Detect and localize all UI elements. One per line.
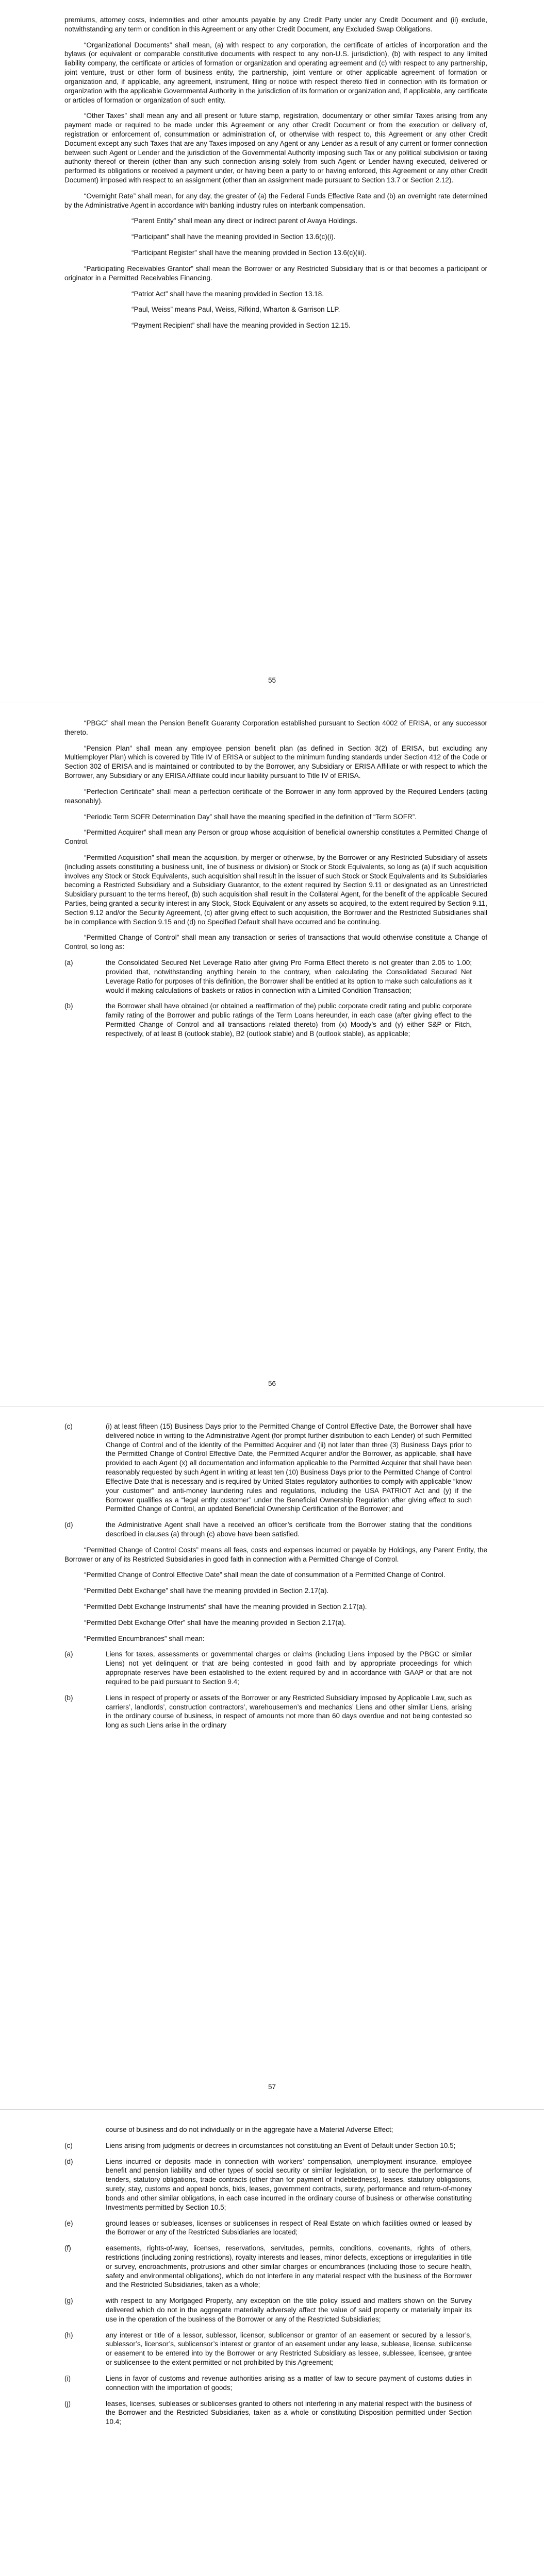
list-item-label: (b) <box>64 1693 73 1702</box>
list-item <box>64 1002 487 1038</box>
list-item-label: (h) <box>64 2331 73 2339</box>
list-item <box>64 2374 487 2393</box>
definition-paragraph: “PBGC” shall mean the Pension Benefit Guaranty Corporation established pursuant to Section 4002 of ERISA, or any successor thereto. <box>64 719 487 736</box>
list-item-text: easements, rights-of-way, licenses, reservations, servitudes, permits, conditions, covenants, rights of others, restrictions (including zoning restrictions), royalty interests and leases, minor defects, exceptions or irregularities in title or survey, encroachments, protrusions and other similar charges or encumbrances (including those to secure health, safety and environmental obligations), which do not interfere in any material respect with the business of the Borrower and the Restricted Subsidiaries, taken as a whole; <box>106 2244 472 2289</box>
list-item <box>64 1650 487 1686</box>
definition-paragraph: “Overnight Rate” shall mean, for any day, the greater of (a) the Federal Funds Effective Rate and (b) an overnight rate determined by the Administrative Agent in accordance with banking industry rules on interbank compensation. <box>64 192 487 209</box>
list-item <box>64 2219 487 2238</box>
definition-paragraph: “Other Taxes” shall mean any and all present or future stamp, registration, documentary or other similar Taxes arising from any payment made or required to be made under this Agreement or any other Credit Document or from the execution or delivery of, registration or enforcement of, consummation or administration of, or otherwise with respect to, this Agreement or any other Credit Document except any such Taxes that are any Taxes imposed on any Agent or any Lender as a result of any current or former connection between such Agent or Lender and the jurisdiction of the Governmental Authority imposing such Tax or any political subdivision or taxing authority thereof or therein (other than any such connection arising solely from such Agent or Lender having executed, delivered or performed its obligations or received a payment under, or having been a party to or having enforced, this Agreement or any other Credit Document) imposed with respect to an assignment (other than an assignment made pursuant to Section 13.7 or Section 2.12). <box>64 112 487 184</box>
list-item <box>64 1422 487 1514</box>
list-item-text: leases, licenses, subleases or sublicenses granted to others not interfering in any material respect with the business of the Borrower and the Restricted Subsidiaries, taken as a whole or constituting Disposition permitted under Section 10.4; <box>106 2399 472 2426</box>
list-item-text: the Consolidated Secured Net Leverage Ratio after giving Pro Forma Effect thereto is not greater than 2.05 to 1.00; provided that, notwithstanding anything herein to the contrary, when calculating the Consolidated Secured Net Leverage Ratio for purposes of this definition, the Borrower shall be entitled at its option to make such calculations as it would if making calculations of baskets or ratios in connection with a Limited Condition Transaction; <box>106 959 472 994</box>
list-item <box>64 2399 487 2427</box>
list-item-label: (i) <box>64 2374 71 2382</box>
page-number: 56 <box>268 1380 276 1387</box>
definition-paragraph: “Permitted Debt Exchange” shall have the meaning provided in Section 2.17(a). <box>84 1587 329 1595</box>
list-item-text: any interest or title of a lessor, sublessor, licensor, sublicensor or grantor of an easement or secured by a lessor’s, sublessor’s, licensor’s, sublicensor’s interest or grantor of an easement under any lease, sublease, license, sublicense or easement to be entered into by the Borrower or any Restricted Subsidiary as lessee, sublessee, licensee, grantee or sublicensee to the extent permitted or not prohibited by this Agreement; <box>106 2331 472 2367</box>
list-item-label: (d) <box>64 1521 73 1529</box>
definition-paragraph: “Parent Entity” shall mean any direct or indirect parent of Avaya Holdings. <box>131 217 357 225</box>
document-page-58 <box>0 2110 544 2576</box>
definition-paragraph: premiums, attorney costs, indemnities and other amounts payable by any Credit Party under any Credit Document and (ii) exclude, notwithstanding any term or condition in this Agreement or any other Credit Document, any Excluded Swap Obligations. <box>64 16 487 33</box>
list-item-label: (b) <box>64 1002 73 1010</box>
list-item-text: with respect to any Mortgaged Property, any exception on the title policy issued and matters shown on the Survey delivered which do not in the aggregate materially adversely affect the value of said property or materially impair its use in the operation of the business of the Borrower or any of the Restricted Subsidiaries; <box>106 2297 472 2323</box>
list-item-text: course of business and do not individually or in the aggregate have a Material Adverse Effect; <box>106 2126 393 2133</box>
definition-paragraph: “Organizational Documents” shall mean, (a) with respect to any corporation, the certificate of articles of incorporation and the bylaws (or equivalent or comparable constitutive documents with respect to any non-U.S. jurisdiction), (b) with respect to any limited liability company, the certificate or articles of formation or organization and operating agreement and (c) with respect to any partnership, joint venture, trust or other form of business entity, the partnership, joint venture or other applicable agreement of formation or organization and, if applicable, any agreement, instrument, filing or notice with respect thereto filed in connection with its formation or organization with the applicable Governmental Authority in the jurisdiction of its formation or organization and, if applicable, any certificate or articles of formation or organization of such entity. <box>64 41 487 104</box>
list-item-label: (g) <box>64 2297 73 2305</box>
page-55-body <box>64 15 487 330</box>
definition-paragraph: “Permitted Debt Exchange Offer” shall have the meaning provided in Section 2.17(a). <box>84 1618 346 1626</box>
definition-paragraph: “Payment Recipient” shall have the meaning provided in Section 12.15. <box>131 321 351 330</box>
definition-paragraph: “Permitted Encumbrances” shall mean: <box>84 1634 205 1642</box>
document-page-57 <box>0 1406 544 2110</box>
list-item <box>64 1520 487 1539</box>
list-item <box>64 2331 487 2367</box>
list-item <box>64 2125 487 2134</box>
document-page-56 <box>0 703 544 1406</box>
list-item-label: (c) <box>64 2141 73 2149</box>
list-item-text: the Borrower shall have obtained (or obtained a reaffirmation of the) public corporate credit rating and public corporate family rating of the Borrower and public ratings of the Term Loans hereunder, in each case (after giving effect to the Permitted Change of Control and all transactions related thereto) from (x) Moody’s and (y) either S&P or Fitch, respectively, of at least B (outlook stable), B2 (outlook stable) and B (outlook stable), as applicable; <box>106 1002 472 1038</box>
list-item-label: (f) <box>64 2244 71 2252</box>
list-item <box>64 2296 487 2324</box>
definition-paragraph: “Perfection Certificate” shall mean a perfection certificate of the Borrower in any form approved by the Required Lenders (acting reasonably). <box>64 787 487 805</box>
list-item-label: (a) <box>64 1650 73 1658</box>
definition-paragraph: “Patriot Act” shall have the meaning provided in Section 13.18. <box>131 290 324 298</box>
definition-paragraph: “Paul, Weiss” means Paul, Weiss, Rifkind, Wharton & Garrison LLP. <box>131 306 340 314</box>
list-item <box>64 958 487 995</box>
definition-paragraph: “Permitted Change of Control” shall mean any transaction or series of transactions that would otherwise constitute a Change of Control, so long as: <box>64 934 487 951</box>
list-item-text: Liens in favor of customs and revenue authorities arising as a matter of law to secure payment of customs duties in connection with the importation of goods; <box>106 2374 472 2392</box>
list-item-label: (e) <box>64 2219 73 2227</box>
list-item-label: (j) <box>64 2399 71 2408</box>
definition-paragraph: “Permitted Acquisition” shall mean the acquisition, by merger or otherwise, by the Borrower or any Restricted Subsidiary of assets (including assets constituting a business unit, line of business or division) or Stock or Stock Equivalents, so long as (a) if such acquisition involves any Stock or Stock Equivalents, such acquisition shall result in the issuer of such Stock or Stock Equivalents and its Subsidiaries becoming a Restricted Subsidiary and a Subsidiary Guarantor, to the extent required by Section 9.11 or designated as an Unrestricted Subsidiary pursuant to the terms hereof, (b) such acquisition shall result in the Collateral Agent, for the benefit of the applicable Secured Parties, being granted a security interest in any Stock, Stock Equivalent or any assets so acquired, to the extent required by Section 9.11, Section 9.12 and/or the Security Agreement, (c) after giving effect to such acquisition, the Borrower and the Restricted Subsidiaries shall be in compliance with Section 9.15 and (d) no Specified Default shall have occurred and be continuing. <box>64 853 487 926</box>
list-item-text: Liens in respect of property or assets of the Borrower or any Restricted Subsidiary imposed by Applicable Law, such as carriers’, landlords’, construction contractors’, warehousemen’s and mechanics’ Liens and other similar Liens, arising in the ordinary course of business, in respect of amounts not more than 60 days overdue and not being contested so long as such Liens arise in the ordinary <box>106 1693 472 1730</box>
document-page-55 <box>0 0 544 703</box>
page-56-body <box>64 719 487 1039</box>
list-item-label: (a) <box>64 959 73 967</box>
list-item-text: the Administrative Agent shall have a received an officer’s certificate from the Borrower stating that the conditions described in clauses (a) through (c) above have been satisfied. <box>106 1521 472 1538</box>
list-item-text: (i) at least fifteen (15) Business Days prior to the Permitted Change of Control Effective Date, the Borrower shall have delivered notice in writing to the Administrative Agent (for prompt further distribution to each Lender) of such Permitted Change of Control and of the identity of the Permitted Acquirer and (ii) not later than three (3) Business Days prior to the Permitted Change of Control Effective Date, the Permitted Acquirer and/or the Borrower, as applicable, shall have provided to each Agent (x) all documentation and information applicable to the Permitted Acquirer that shall have been reasonably requested by such Agent in writing at least ten (10) Business Days prior to the Permitted Change of Control Effective Date that is necessary and is required by United States regulatory authorities to comply with applicable “know your customer” and anti-money laundering rules and regulations, including the USA PATRIOT Act and (y) if the Borrower qualifies as a “legal entity customer” under the Beneficial Ownership Regulation after giving effect to such Permitted Change of Control, an updated Beneficial Ownership Certification of the Borrower; and <box>106 1422 472 1513</box>
list-item-text: ground leases or subleases, licenses or sublicenses in respect of Real Estate on which facilities owned or leased by the Borrower or any of the Restricted Subsidiaries are located; <box>106 2219 472 2236</box>
definition-paragraph: “Permitted Debt Exchange Instruments” shall have the meaning provided in Section 2.17(a). <box>84 1603 367 1611</box>
page-number: 57 <box>268 2083 276 2091</box>
list-item-text: Liens for taxes, assessments or governmental charges or claims (including Liens imposed by the PBGC or similar Liens) not yet delinquent or that are being contested in good faith and by appropriate proceedings for which appropriate reserves have been established to the extent required by and in accordance with GAAP or that are not required to be paid pursuant to Section 9.4; <box>106 1650 472 1686</box>
definition-paragraph: “Participant” shall have the meaning provided in Section 13.6(c)(i). <box>131 233 336 241</box>
definition-paragraph: “Participating Receivables Grantor” shall mean the Borrower or any Restricted Subsidiary that is or that becomes a participant or originator in a Permitted Receivables Financing. <box>64 264 487 282</box>
list-item-text: Liens arising from judgments or decrees in circumstances not constituting an Event of Default under Section 10.5; <box>106 2141 456 2149</box>
page-58-body <box>64 2125 487 2427</box>
definition-paragraph: “Participant Register” shall have the meaning provided in Section 13.6(c)(iii). <box>131 249 367 257</box>
list-item <box>64 1693 487 1730</box>
list-item-label: (c) <box>64 1422 73 1430</box>
definition-paragraph: “Permitted Change of Control Costs” means all fees, costs and expenses incurred or payable by Holdings, any Parent Entity, the Borrower or any of its Restricted Subsidiaries in good faith in connection with a Permitted Change of Control. <box>64 1546 487 1563</box>
list-item <box>64 2141 487 2150</box>
list-item <box>64 2244 487 2290</box>
page-57-body <box>64 1422 487 1730</box>
list-item-label <box>64 2125 86 2134</box>
definition-paragraph: “Pension Plan” shall mean any employee pension benefit plan (as defined in Section 3(2) of ERISA, but excluding any Multiemployer Plan) which is covered by Title IV of ERISA or subject to the minimum funding standards under Section 412 of the Code or Section 302 of ERISA and is maintained or contributed to by the Borrower, any Subsidiary or ERISA Affiliate or with respect to which the Borrower, any Subsidiary or any ERISA Affiliate could incur liability pursuant to Title IV of ERISA. <box>64 744 487 780</box>
definition-paragraph: “Periodic Term SOFR Determination Day” shall have the meaning specified in the definition of “Term SOFR”. <box>84 812 417 821</box>
page-number: 55 <box>268 676 276 684</box>
list-item-text: Liens incurred or deposits made in connection with workers’ compensation, unemployment insurance, employee benefit and pension liability and other types of social security or similar legislation, or to secure the performance of tenders, statutory obligations, trade contracts (other than for payment of Indebtedness), leases, statutory obligations, surety, stay, customs and appeal bonds, bids, leases, government contracts, surety, performance and return-of-money bonds and other similar obligations, in each case incurred in the ordinary course of business or otherwise constituting Investments permitted by Section 10.5; <box>106 2157 472 2211</box>
definition-paragraph: “Permitted Acquirer” shall mean any Person or group whose acquisition of beneficial ownership constitutes a Permitted Change of Control. <box>64 828 487 846</box>
list-item-label: (d) <box>64 2157 73 2165</box>
list-item <box>64 2157 487 2212</box>
definition-paragraph: “Permitted Change of Control Effective Date” shall mean the date of consummation of a Permitted Change of Control. <box>84 1571 446 1579</box>
